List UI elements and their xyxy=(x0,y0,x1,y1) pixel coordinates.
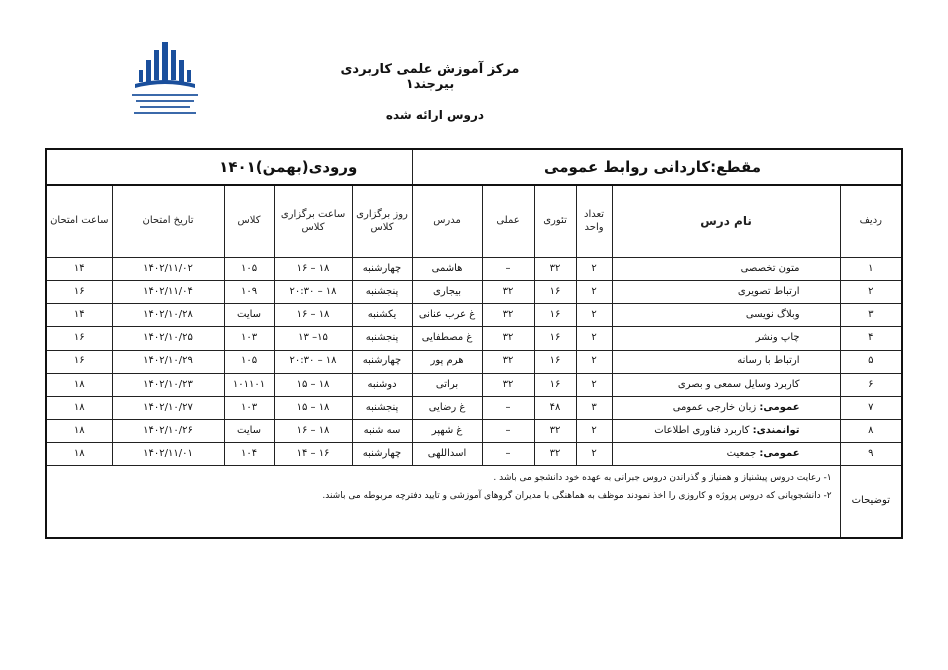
cell-teacher: براتی xyxy=(412,373,482,396)
page-subtitle: دروس ارائه شده xyxy=(385,108,485,122)
program-title: مقطع:کاردانی روابط عمومی xyxy=(412,149,902,185)
cell-day: یکشنبه xyxy=(352,304,412,327)
cell-exam-time: ۱۸ xyxy=(46,373,112,396)
course-table xyxy=(45,148,903,539)
cell-room: ۱۰۳ xyxy=(224,327,274,350)
cell-units: ۲ xyxy=(576,281,612,304)
cell-radif: ۹ xyxy=(840,443,902,466)
cell-hours: ۱۶ – ۱۴ xyxy=(274,443,352,466)
institution-title: مرکز آموزش علمی کاربردی بیرجند۱ xyxy=(340,62,520,92)
cell-radif: ۱ xyxy=(840,257,902,280)
table-row xyxy=(46,373,902,396)
cell-radif: ۲ xyxy=(840,281,902,304)
cell-exam-date: ۱۴۰۲/۱۰/۲۶ xyxy=(112,420,224,443)
cell-hours: ۱۸ – ۲۰:۳۰ xyxy=(274,350,352,373)
table-row xyxy=(46,420,902,443)
cell-hours: ۱۵– ۱۳ xyxy=(274,327,352,350)
cell-course xyxy=(612,350,840,373)
cell-course xyxy=(612,420,840,443)
cell-course xyxy=(612,396,840,419)
cell-day: پنجشنبه xyxy=(352,327,412,350)
course-category: عمومی: xyxy=(759,401,800,413)
cell-teacher: غ رضایی xyxy=(412,396,482,419)
cell-course xyxy=(612,443,840,466)
cell-room: ۱۰۳ xyxy=(224,396,274,419)
cell-room: سایت xyxy=(224,420,274,443)
cell-teacher: غ عرب عنانی xyxy=(412,304,482,327)
cell-exam-date: ۱۴۰۲/۱۱/۰۱ xyxy=(112,443,224,466)
table-row xyxy=(46,281,902,304)
cell-practical: ۳۲ xyxy=(482,373,534,396)
header-units: تعداد واحد xyxy=(576,185,612,257)
cell-theory: ۱۶ xyxy=(534,327,576,350)
cell-theory: ۴۸ xyxy=(534,396,576,419)
cell-exam-time: ۱۶ xyxy=(46,327,112,350)
cell-room: ۱۰۵ xyxy=(224,257,274,280)
cell-radif: ۳ xyxy=(840,304,902,327)
cell-practical: – xyxy=(482,420,534,443)
table-rows xyxy=(46,257,902,466)
cell-exam-date: ۱۴۰۲/۱۱/۰۴ xyxy=(112,281,224,304)
table-row xyxy=(46,257,902,280)
course-name: ارتباط با رسانه xyxy=(737,355,800,367)
cell-radif: ۸ xyxy=(840,420,902,443)
notes-label: توضیحات xyxy=(840,466,902,538)
cell-room: سایت xyxy=(224,304,274,327)
entry-term: ورودی(بهمن)۱۴۰۱ xyxy=(46,149,412,185)
column-headers xyxy=(46,185,902,257)
cell-exam-date: ۱۴۰۲/۱۰/۲۳ xyxy=(112,373,224,396)
cell-theory: ۱۶ xyxy=(534,304,576,327)
cell-exam-time: ۱۴ xyxy=(46,304,112,327)
cell-theory: ۱۶ xyxy=(534,281,576,304)
cell-exam-time: ۱۶ xyxy=(46,281,112,304)
cell-practical: – xyxy=(482,257,534,280)
cell-units: ۲ xyxy=(576,327,612,350)
cell-practical: – xyxy=(482,396,534,419)
cell-hours: ۱۸ – ۱۵ xyxy=(274,373,352,396)
cell-exam-time: ۱۶ xyxy=(46,350,112,373)
table-row xyxy=(46,443,902,466)
cell-room: ۱۰۴ xyxy=(224,443,274,466)
cell-units: ۲ xyxy=(576,257,612,280)
cell-hours: ۱۸ – ۱۶ xyxy=(274,304,352,327)
header-practical: عملی xyxy=(482,185,534,257)
notes-row xyxy=(46,466,902,538)
cell-radif: ۷ xyxy=(840,396,902,419)
cell-hours: ۱۸ – ۲۰:۳۰ xyxy=(274,281,352,304)
cell-units: ۳ xyxy=(576,396,612,419)
cell-teacher: غ شهپر xyxy=(412,420,482,443)
course-name: متون تخصصی xyxy=(740,262,800,274)
cell-day: پنجشنبه xyxy=(352,281,412,304)
cell-day: سه شنبه xyxy=(352,420,412,443)
cell-teacher: اسداللهی xyxy=(412,443,482,466)
table-row xyxy=(46,350,902,373)
cell-day: دوشنبه xyxy=(352,373,412,396)
header-exam-date: تاریخ امتحان xyxy=(112,185,224,257)
cell-units: ۲ xyxy=(576,304,612,327)
course-name: کاربرد فناوری اطلاعات xyxy=(654,424,750,436)
course-category: عمومی: xyxy=(759,448,800,460)
header-radif: ردیف xyxy=(840,185,902,257)
cell-units: ۲ xyxy=(576,420,612,443)
cell-day: چهارشنبه xyxy=(352,350,412,373)
cell-exam-time: ۱۸ xyxy=(46,443,112,466)
cell-teacher: غ مصطفایی xyxy=(412,327,482,350)
cell-theory: ۱۶ xyxy=(534,373,576,396)
cell-units: ۲ xyxy=(576,443,612,466)
cell-hours: ۱۸ – ۱۶ xyxy=(274,420,352,443)
cell-radif: ۶ xyxy=(840,373,902,396)
cell-hours: ۱۸ – ۱۵ xyxy=(274,396,352,419)
cell-exam-time: ۱۴ xyxy=(46,257,112,280)
cell-teacher: هرم پور xyxy=(412,350,482,373)
cell-exam-time: ۱۸ xyxy=(46,396,112,419)
cell-units: ۲ xyxy=(576,373,612,396)
cell-exam-date: ۱۴۰۲/۱۰/۲۷ xyxy=(112,396,224,419)
table-row xyxy=(46,304,902,327)
table-row xyxy=(46,327,902,350)
header-room: کلاس xyxy=(224,185,274,257)
cell-course xyxy=(612,304,840,327)
cell-exam-date: ۱۴۰۲/۱۰/۲۹ xyxy=(112,350,224,373)
cell-day: چهارشنبه xyxy=(352,443,412,466)
university-tower-logo xyxy=(130,40,200,125)
course-name: زبان خارجی عمومی xyxy=(672,401,757,413)
header-course: نام درس xyxy=(612,185,840,257)
cell-teacher: بیجاری xyxy=(412,281,482,304)
course-name: وبلاگ نویسی xyxy=(745,309,800,320)
cell-theory: ۳۲ xyxy=(534,443,576,466)
cell-exam-date: ۱۴۰۲/۱۰/۲۵ xyxy=(112,327,224,350)
cell-course xyxy=(612,281,840,304)
note-2: ۲- دانشجویانی که دروس پروژه و کاروزی را اخذ نمودند موظف به هماهنگی با مدیران گروهای آموزشی و تایید دفترچه مربوطه می باشند. xyxy=(322,490,832,501)
cell-room: ۱۰۱۱۰۱ xyxy=(224,373,274,396)
cell-practical: – xyxy=(482,443,534,466)
table-row xyxy=(46,396,902,419)
cell-teacher: هاشمی xyxy=(412,257,482,280)
notes-text xyxy=(46,466,840,538)
course-name: جمعیت xyxy=(726,448,757,460)
cell-room: ۱۰۹ xyxy=(224,281,274,304)
cell-practical: ۳۲ xyxy=(482,281,534,304)
header-theory: تئوری xyxy=(534,185,576,257)
header-teacher: مدرس xyxy=(412,185,482,257)
cell-radif: ۴ xyxy=(840,327,902,350)
note-1: ۱- رعایت دروس پیشنیاز و همنیاز و گذراندن دروس جبرانی به عهده خود دانشجو می باشد . xyxy=(493,473,832,484)
cell-theory: ۳۲ xyxy=(534,420,576,443)
cell-practical: ۳۲ xyxy=(482,304,534,327)
course-name: چاپ ونشر xyxy=(755,332,800,344)
cell-hours: ۱۸ – ۱۶ xyxy=(274,257,352,280)
course-name: کاربرد وسایل سمعی و بصری xyxy=(677,378,800,390)
header-exam-time: ساعت امتحان xyxy=(46,185,112,257)
cell-course xyxy=(612,327,840,350)
cell-exam-date: ۱۴۰۲/۱۰/۲۸ xyxy=(112,304,224,327)
cell-course xyxy=(612,257,840,280)
course-name: ارتباط تصویری xyxy=(737,285,800,297)
cell-radif: ۵ xyxy=(840,350,902,373)
cell-room: ۱۰۵ xyxy=(224,350,274,373)
cell-day: پنجشنبه xyxy=(352,396,412,419)
cell-units: ۲ xyxy=(576,350,612,373)
cell-exam-time: ۱۸ xyxy=(46,420,112,443)
header-hours: ساعت برگزاری کلاس xyxy=(274,185,352,257)
cell-practical: ۳۲ xyxy=(482,350,534,373)
cell-theory: ۳۲ xyxy=(534,257,576,280)
cell-day: چهارشنبه xyxy=(352,257,412,280)
cell-course xyxy=(612,373,840,396)
header-day: روز برگزاری کلاس xyxy=(352,185,412,257)
cell-theory: ۱۶ xyxy=(534,350,576,373)
cell-practical: ۳۲ xyxy=(482,327,534,350)
course-category: توانمندی: xyxy=(752,424,800,436)
cell-exam-date: ۱۴۰۲/۱۱/۰۲ xyxy=(112,257,224,280)
